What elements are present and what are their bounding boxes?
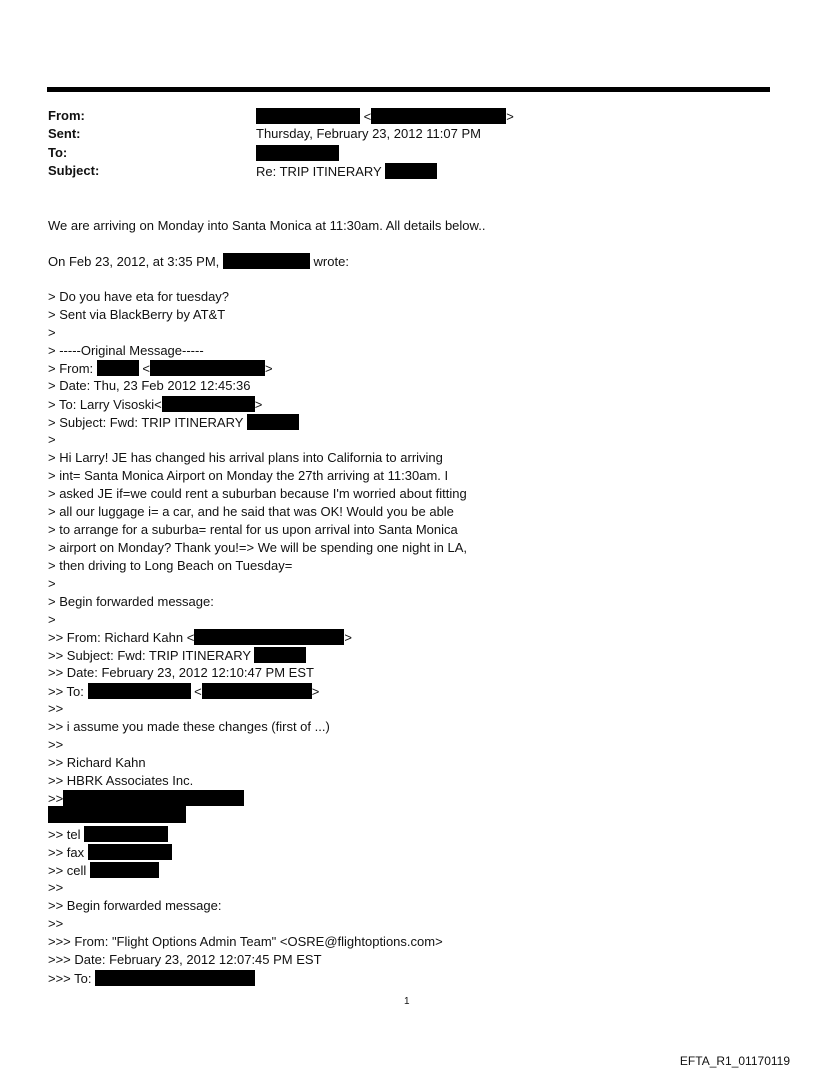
from-value: [256, 108, 514, 124]
quote-line: [48, 647, 306, 663]
sent-label: Sent:: [48, 126, 81, 141]
redaction-box: [247, 414, 299, 430]
quote-line: > Do you have eta for tuesday?: [48, 289, 230, 304]
quote-line: >>> From: "Flight Options Admin Team" <OSRE@flightoptions.com>: [48, 934, 443, 949]
quote-line: [48, 862, 159, 878]
quote-gt: >: [254, 397, 263, 412]
redaction-box: [63, 790, 244, 806]
from-gt: >: [506, 109, 514, 124]
quote-line: >>> Date: February 23, 2012 12:07:45 PM EST: [48, 952, 322, 967]
quote-line: > Begin forwarded message:: [48, 594, 214, 609]
quote-line: [48, 360, 273, 376]
quote-line: > all our luggage i= a car, and he said that was OK! Would you be able: [48, 504, 454, 519]
quote-line: >>: [48, 737, 64, 752]
quote-line: >: [48, 612, 56, 627]
quote-lt: <: [194, 684, 202, 699]
to-label: To:: [48, 145, 68, 160]
quote-line: >>: [48, 880, 64, 895]
redaction-box: [223, 253, 310, 269]
quote-gt: >: [265, 361, 273, 376]
redaction-box: [256, 145, 339, 161]
tel-label: >> tel: [48, 827, 81, 842]
redaction-box: [254, 647, 306, 663]
quote-subject: > Subject: Fwd: TRIP ITINERARY: [48, 415, 244, 430]
redaction-box: [84, 826, 168, 842]
redaction-box: [385, 163, 437, 179]
on-suffix: wrote:: [313, 254, 349, 269]
intro-line: We are arriving on Monday into Santa Monica at 11:30am. All details below..: [48, 218, 486, 233]
redaction-box: [256, 108, 360, 124]
quote-line: [48, 629, 352, 645]
quote-gt: >: [344, 630, 352, 645]
quote-line: [48, 396, 262, 412]
quote-line: > to arrange for a suburba= rental for us upon arrival into Santa Monica: [48, 522, 458, 537]
quote-line: > int= Santa Monica Airport on Monday the 27th arriving at 11:30am. I: [48, 468, 449, 483]
quote-from-prefix: > From:: [48, 361, 94, 376]
cell-label: >> cell: [48, 863, 87, 878]
quote-line: >> Richard Kahn: [48, 755, 146, 770]
quote-line: > then driving to Long Beach on Tuesday=: [48, 558, 293, 573]
quote-subject: >> Subject: Fwd: TRIP ITINERARY: [48, 648, 251, 663]
on-wrote-line: [48, 253, 349, 269]
subject-label: Subject:: [48, 163, 100, 178]
to-value: [256, 145, 339, 161]
quote-line: >> i assume you made these changes (first of ...): [48, 719, 330, 734]
quote-line: [48, 970, 255, 986]
quote-line: >: [48, 325, 56, 340]
page-number: 1: [404, 996, 410, 1007]
quote-line: >> Date: February 23, 2012 12:10:47 PM EST: [48, 665, 314, 680]
subject-text: Re: TRIP ITINERARY: [256, 164, 382, 179]
quote-line: [48, 844, 172, 860]
redaction-box: [371, 108, 506, 124]
from-label: From:: [48, 108, 85, 123]
quote-line: > -----Original Message-----: [48, 343, 204, 358]
fax-label: >> fax: [48, 845, 85, 860]
quote-lt: <: [142, 361, 150, 376]
quote-line: > Hi Larry! JE has changed his arrival plans into California to arriving: [48, 450, 443, 465]
redaction-box: [95, 970, 255, 986]
redaction-box: [202, 683, 312, 699]
quote-prefix: >>: [48, 791, 64, 806]
quote-line: >: [48, 576, 56, 591]
quote-line: >> Begin forwarded message:: [48, 898, 222, 913]
document-id: EFTA_R1_01170119: [679, 1054, 790, 1068]
redaction-box: [90, 862, 159, 878]
quote-to-prefix: >>> To:: [48, 971, 92, 986]
quote-line: >: [48, 432, 56, 447]
quote-line: > airport on Monday? Thank you!=> We will be spending one night in LA,: [48, 540, 468, 555]
quote-line: > Sent via BlackBerry by AT&T: [48, 307, 226, 322]
redaction-box: [150, 360, 265, 376]
quote-line: [48, 414, 299, 430]
quote-from-prefix: >> From: Richard Kahn <: [48, 630, 195, 645]
quote-line: [48, 826, 168, 842]
redaction-box: [194, 629, 344, 645]
quote-to-prefix: > To: Larry Visoski<: [48, 397, 162, 412]
subject-value: [256, 163, 437, 179]
quote-line: > Date: Thu, 23 Feb 2012 12:45:36: [48, 378, 251, 393]
redaction-box: [48, 806, 186, 823]
redaction-box: [88, 683, 191, 699]
sent-value: Thursday, February 23, 2012 11:07 PM: [256, 126, 481, 141]
on-prefix: On Feb 23, 2012, at 3:35 PM,: [48, 254, 220, 269]
quote-line: >> HBRK Associates Inc.: [48, 773, 194, 788]
header-rule: [47, 87, 770, 92]
quote-line: > asked JE if=we could rent a suburban because I'm worried about fitting: [48, 486, 467, 501]
quote-line: >>: [48, 701, 64, 716]
quote-to-prefix: >> To:: [48, 684, 84, 699]
quote-line: [48, 683, 319, 699]
redaction-box: [97, 360, 139, 376]
from-lt: <: [363, 109, 372, 124]
quote-line: [48, 790, 244, 806]
quote-line: >>: [48, 916, 64, 931]
redaction-box: [88, 844, 172, 860]
redaction-box: [162, 396, 255, 412]
quote-gt: >: [311, 684, 320, 699]
